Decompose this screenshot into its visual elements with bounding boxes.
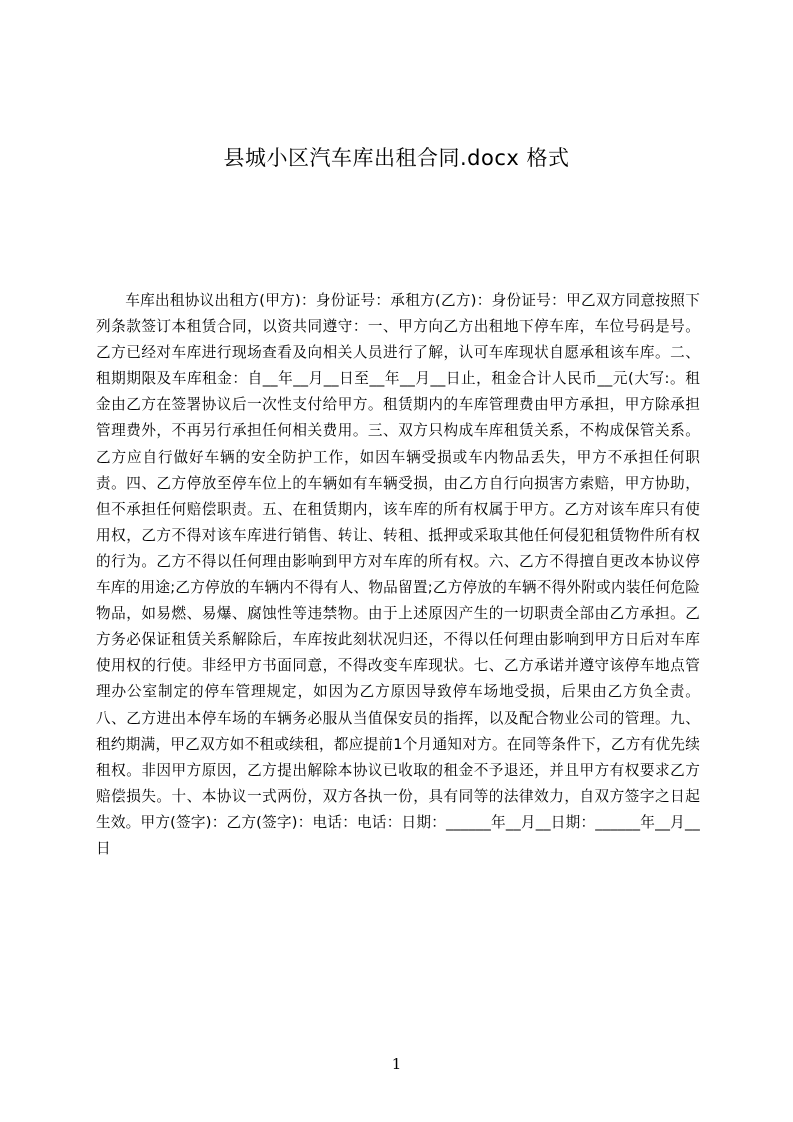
- page-number: 1: [391, 1055, 402, 1073]
- contract-body-paragraph: 车库出租协议出租方(甲方)：身份证号：承租方(乙方)：身份证号：甲乙双方同意按照下列条款签订本租赁合同，以资共同遵守：一、甲方向乙方出租地下停车库，车位号码是号。乙方已经对车库进行现场查看及向相关人员进行了解，认可车库现状自愿承租该车库。二、租期期限及车库租金：自__年__月__日至__年__月__日止，租金合计人民币__元(大写:。租金由乙方在签署协议后一次性支付给甲方。租赁期内的车库管理费由甲方承担，甲方除承担管理费外，不再另行承担任何相关费用。三、双方只构成车库租赁关系，不构成保管关系。乙方应自行做好车辆的安全防护工作，如因车辆受损或车内物品丢失，甲方不承担任何职责。四、乙方停放至停车位上的车辆如有车辆受损，由乙方自行向损害方索赔，甲方协助，但不承担任何赔偿职责。五、在租赁期内，该车库的所有权属于甲方。乙方对该车库只有使用权，乙方不得对该车库进行销售、转让、转租、抵押或采取其他任何侵犯租赁物件所有权的行为。乙方不得以任何理由影响到甲方对车库的所有权。六、乙方不得擅自更改本协议停车库的用途;乙方停放的车辆内不得有人、物品留置;乙方停放的车辆不得外附或内装任何危险物品，如易燃、易爆、腐蚀性等违禁物。由于上述原因产生的一切职责全部由乙方承担。乙方务必保证租赁关系解除后，车库按此刻状况归还，不得以任何理由影响到甲方日后对车库使用权的行使。非经甲方书面同意，不得改变车库现状。七、乙方承诺并遵守该停车地点管理办公室制定的停车管理规定，如因为乙方原因导致停车场地受损，后果由乙方负全责。八、乙方进出本停车场的车辆务必服从当值保安员的指挥，以及配合物业公司的管理。九、租约期满，甲乙双方如不租或续租，都应提前1个月通知对方。在同等条件下，乙方有优先续租权。非因甲方原因，乙方提出解除本协议已收取的租金不予退还，并且甲方有权要求乙方赔偿损失。十、本协议一式两份，双方各执一份，具有同等的法律效力，自双方签字之日起生效。甲方(签字)：乙方(签字)：电话：电话：日期：______年__月__日期：______年__月__日: [96, 292, 700, 857]
- document-title: 县城小区汽车库出租合同.docx 格式: [223, 146, 570, 170]
